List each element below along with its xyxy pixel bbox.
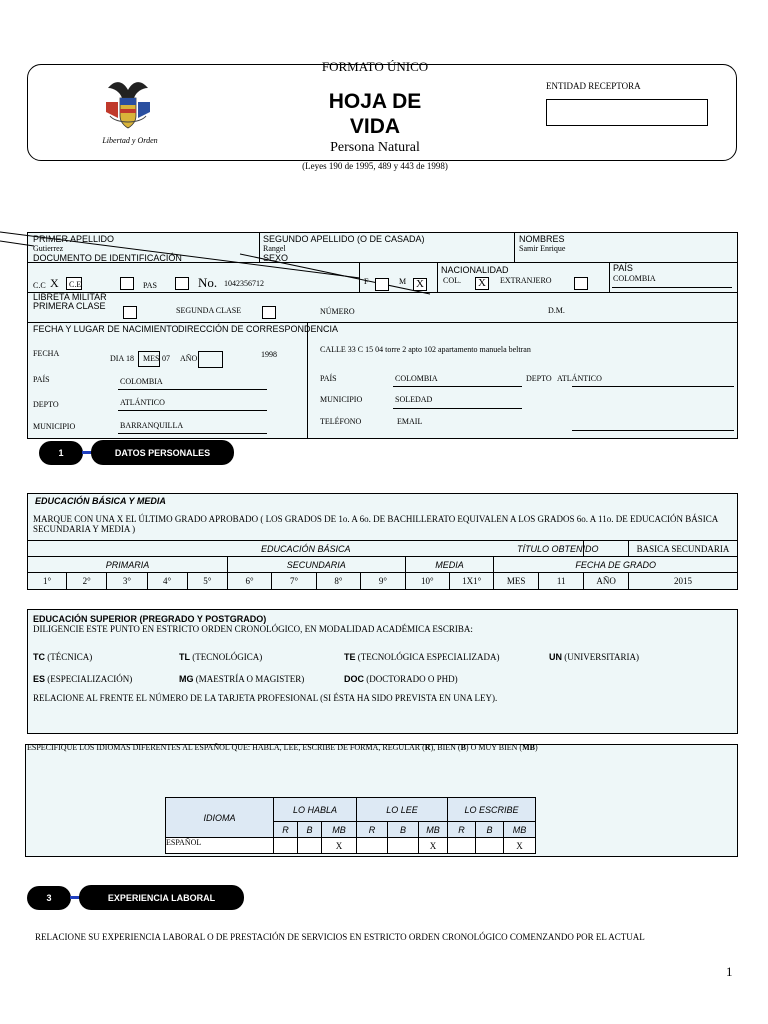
section-1-label[interactable]: DATOS PERSONALES [91, 440, 234, 465]
media-header: MEDIA [405, 557, 494, 573]
grados-row [28, 573, 738, 590]
f-label: F [364, 277, 369, 286]
section-1-number: 1 [39, 441, 83, 465]
segundo-apellido-value[interactable]: Rangel [263, 244, 286, 253]
educacion-basica-header: EDUCACIÓN BÁSICA [28, 541, 584, 557]
fecha-label: FECHA [33, 349, 60, 358]
primera-clase-checkbox[interactable] [123, 306, 137, 319]
level-header: MB [322, 822, 357, 838]
tl-item: TL (TECNOLÓGICA) [179, 652, 263, 662]
segundo-apellido-label: SEGUNDO APELLIDO (O DE CASADA) [263, 234, 425, 244]
formato-unico: FORMATO ÚNICO [321, 59, 429, 74]
level-header: R [274, 822, 298, 838]
ano-grado-value[interactable]: 2015 [628, 573, 737, 590]
nacionalidad-label: NACIONALIDAD [441, 265, 509, 275]
direccion-label: DIRECCIÓN DE CORRESPONDENCIA [178, 324, 339, 334]
primer-apellido-label: PRIMER APELLIDO [33, 234, 115, 244]
segunda-clase-checkbox[interactable] [262, 306, 276, 319]
m-label: M [399, 277, 407, 286]
basica-table [27, 540, 738, 590]
m-checkbox[interactable]: X [413, 278, 427, 291]
section-3-number: 3 [27, 886, 71, 910]
telefono-label: TELÉFONO [320, 417, 362, 426]
grado-cell[interactable]: 10° [405, 573, 449, 590]
dia-value[interactable]: 18 [126, 354, 134, 363]
level-cell[interactable] [476, 838, 504, 854]
level-cell[interactable] [388, 838, 419, 854]
grado-cell[interactable]: 6° [227, 573, 271, 590]
mes-value[interactable]: 07 [162, 354, 170, 363]
titulo-obtenido-label-text: TÍTULO OBTENIDO [517, 544, 599, 554]
ano-grado-label: AÑO [584, 573, 628, 590]
dir-pais-label: PAÍS [320, 374, 337, 383]
doc-item: DOC (DOCTORADO O PHD) [344, 674, 458, 684]
page-subtitle: Persona Natural [330, 140, 420, 155]
lo-habla-header: LO HABLA [274, 798, 357, 822]
entidad-receptora-label: ENTIDAD RECEPTORA [546, 81, 641, 91]
ano-box[interactable] [198, 351, 223, 368]
no-label: No. [198, 275, 218, 290]
segunda-clase-label: SEGUNDA CLASE [176, 306, 242, 315]
nombres-label: NOMBRES [519, 234, 565, 244]
level-cell[interactable] [448, 838, 476, 854]
dir-depto-value[interactable]: ATLÁNTICO [557, 374, 602, 383]
numero-label: NÚMERO [320, 307, 355, 316]
extranjero-label: EXTRANJERO [500, 276, 552, 285]
fecha-lugar-label: FECHA Y LUGAR DE NACIMIENTO [33, 324, 179, 334]
email-label: EMAIL [397, 417, 423, 426]
secundaria-header: SECUNDARIA [227, 557, 405, 573]
grado-cell[interactable]: 1° [28, 573, 67, 590]
f-checkbox[interactable] [375, 278, 389, 291]
table-row [166, 838, 536, 854]
col-label: COL. [443, 276, 461, 285]
level-header: R [448, 822, 476, 838]
page-title-line2: VIDA [349, 115, 401, 138]
pas-label: PAS [143, 281, 157, 290]
dia-label: DIA [110, 354, 125, 363]
fecha-grado-header: FECHA DE GRADO [494, 557, 738, 573]
level-cell[interactable]: X [504, 838, 536, 854]
level-header: MB [419, 822, 448, 838]
section-3-label[interactable]: EXPERIENCIA LABORAL [79, 885, 244, 910]
ano-value[interactable]: 1998 [261, 350, 277, 359]
tarjeta-instruction: RELACIONE AL FRENTE EL NÚMERO DE LA TARJETA PROFESIONAL (SI ÉSTA HA SIDO PREVISTA EN UNA LEY). [33, 693, 498, 703]
es-item: ES (ESPECIALIZACIÓN) [33, 674, 133, 684]
grado-cell[interactable]: 9° [361, 573, 405, 590]
depto-nac-value[interactable]: ATLÁNTICO [120, 398, 165, 407]
basica-instruction: MARQUE CON UNA X EL ÚLTIMO GRADO APROBADO ( LOS GRADOS DE 1o. A 6o. DE BACHILLERATO EQUIVALEN A LOS GRADOS 6o. A 11o. DE EDUCACIÓN BÁSICA SECUNDARIA Y MEDIA ) [33, 514, 718, 534]
pais-nac-value[interactable]: COLOMBIA [120, 377, 163, 386]
level-header: B [476, 822, 504, 838]
mes-grado-label: MES [494, 573, 538, 590]
primaria-header: PRIMARIA [28, 557, 228, 573]
level-cell[interactable] [298, 838, 322, 854]
page-title-line1: HOJA DE [328, 90, 422, 113]
primera-clase-label: PRIMERA CLASE [33, 301, 106, 311]
doc-number[interactable]: 1042356712 [224, 279, 264, 288]
municipio-nac-label: MUNICIPIO [33, 422, 76, 431]
pas-checkbox-left[interactable] [120, 277, 134, 290]
idioma-header: IDIOMA [166, 798, 274, 838]
col-checkbox[interactable]: X [475, 277, 489, 290]
municipio-nac-value[interactable]: BARRANQUILLA [120, 421, 184, 430]
cc-label: C.C [33, 281, 46, 290]
level-cell[interactable]: X [322, 838, 357, 854]
page-number: 1 [726, 964, 733, 979]
superior-instruction: DILIGENCIE ESTE PUNTO EN ESTRICTO ORDEN CRONOLÓGICO, EN MODALIDAD ACADÉMICA ESCRIBA: [33, 624, 473, 634]
titulo-obtenido-value[interactable]: BASICA SECUNDARIA [628, 541, 737, 557]
pais-nac-label: PAÍS [33, 375, 50, 384]
grado-cell[interactable]: 4° [147, 573, 187, 590]
depto-nac-label: DEPTO [33, 400, 59, 409]
dir-pais-value[interactable]: COLOMBIA [395, 374, 438, 383]
idiomas-instruction: ESPECIFIQUE LOS IDIOMAS DIFERENTES AL ESPAÑOL QUE: HABLA, LEE, ESCRIBE DE FORMA, REGULAR (R), BIEN (B) O MUY BIEN (MB) [27, 743, 538, 752]
mes-grado-value[interactable]: 11 [538, 573, 584, 590]
level-cell[interactable] [274, 838, 298, 854]
leyes-note: (Leyes 190 de 1995, 489 y 443 de 1998) [302, 161, 448, 171]
dir-municipio-value[interactable]: SOLEDAD [395, 395, 433, 404]
level-cell[interactable] [357, 838, 388, 854]
ce-label: C.E [69, 280, 82, 289]
un-item: UN (UNIVERSITARIA) [549, 652, 640, 662]
dm-label: D.M. [548, 306, 565, 315]
ano-label: AÑO [180, 354, 198, 363]
te-item: TE (TECNOLÓGICA ESPECIALIZADA) [344, 652, 500, 662]
libreta-label: LIBRETA MILITAR [33, 292, 107, 302]
direccion-value[interactable]: CALLE 33 C 15 04 torre 2 apto 102 apartamento manuela beltran [320, 345, 531, 354]
extranjero-checkbox[interactable] [574, 277, 588, 290]
idioma-cell[interactable]: ESPAÑOL [166, 838, 274, 854]
grado-cell[interactable]: 8° [316, 573, 360, 590]
level-header: B [298, 822, 322, 838]
lo-lee-header: LO LEE [357, 798, 448, 822]
tc-item: TC (TÉCNICA) [33, 652, 93, 662]
primer-apellido-value[interactable]: Gutierrez [33, 244, 64, 253]
level-header: B [388, 822, 419, 838]
experiencia-instruction: RELACIONE SU EXPERIENCIA LABORAL O DE PRESTACIÓN DE SERVICIOS EN ESTRICTO ORDEN CRONOLÓGICO COMENZANDO POR EL ACTUAL [35, 932, 645, 942]
sexo-label: SEXO [263, 253, 289, 263]
cc-mark[interactable]: X [50, 276, 59, 290]
logo-motto: Libertad y Orden [102, 136, 158, 145]
grado-cell[interactable]: 3° [107, 573, 147, 590]
entidad-receptora-field[interactable] [546, 99, 708, 126]
level-header: MB [504, 822, 536, 838]
grado-cell[interactable]: 7° [272, 573, 316, 590]
superior-title: EDUCACIÓN SUPERIOR (PREGRADO Y POSTGRADO) [33, 614, 267, 624]
idiomas-table [165, 797, 536, 854]
dir-municipio-label: MUNICIPIO [320, 395, 363, 404]
lo-escribe-header: LO ESCRIBE [448, 798, 536, 822]
mes-label: MES [143, 354, 160, 363]
dir-depto-label: DEPTO [526, 374, 552, 383]
pas-checkbox[interactable] [175, 277, 189, 290]
pais-label: PAÍS [613, 263, 633, 273]
pais-value[interactable]: COLOMBIA [613, 274, 656, 283]
mg-item: MG (MAESTRÍA O MAGISTER) [179, 674, 305, 684]
basica-title: EDUCACIÓN BÁSICA Y MEDIA [35, 496, 166, 506]
grado-cell[interactable]: 5° [187, 573, 227, 590]
grado-cell[interactable]: 2° [67, 573, 107, 590]
level-header: R [357, 822, 388, 838]
documento-label: DOCUMENTO DE IDENTIFICACIÓN [33, 253, 182, 263]
level-cell[interactable]: X [419, 838, 448, 854]
grado-cell[interactable]: 1X1° [450, 573, 494, 590]
nombres-value[interactable]: Samir Enrique [519, 244, 566, 253]
